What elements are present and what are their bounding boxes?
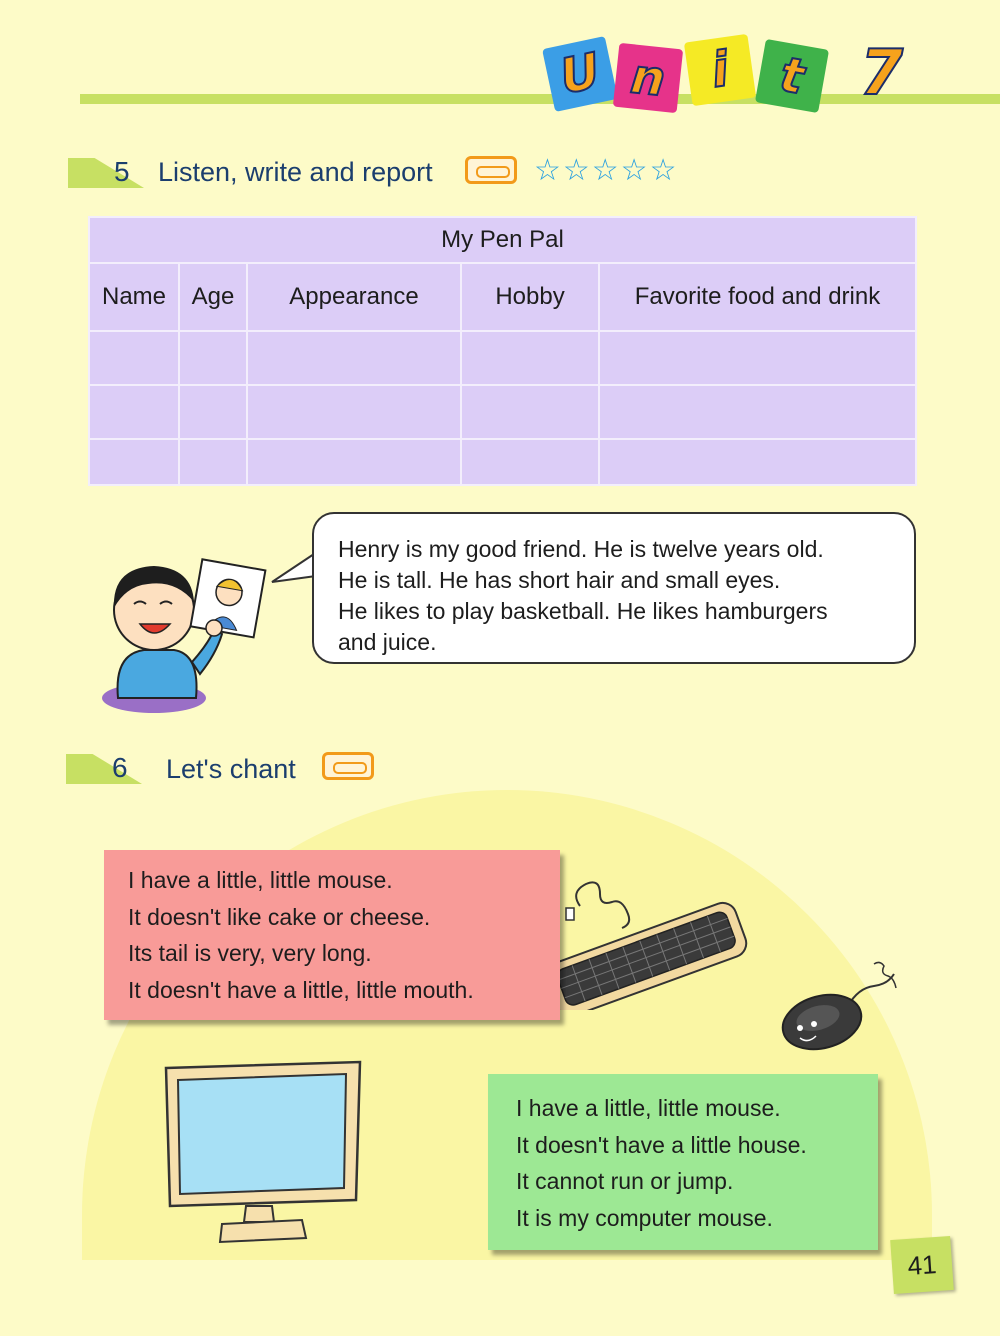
page-number: 41 bbox=[890, 1236, 954, 1294]
column-header-name: Name bbox=[90, 264, 178, 330]
speech-line: He likes to play basketball. He likes hamburgers bbox=[338, 598, 828, 624]
chant-line: It is my computer mouse. bbox=[516, 1204, 773, 1231]
speech-line: He is tall. He has short hair and small eyes. bbox=[338, 567, 781, 593]
chant-line: It doesn't like cake or cheese. bbox=[128, 903, 431, 930]
table-cell[interactable] bbox=[180, 386, 246, 438]
section-6-tab bbox=[66, 754, 142, 784]
computer-mouse-illustration bbox=[778, 958, 908, 1054]
table-cell[interactable] bbox=[600, 332, 915, 384]
unit-letter-u: U bbox=[542, 36, 618, 112]
speech-bubble-tail bbox=[270, 550, 318, 586]
table-cell[interactable] bbox=[90, 332, 178, 384]
difficulty-stars: ☆☆☆☆☆ bbox=[534, 154, 679, 187]
chant-line: It doesn't have a little house. bbox=[516, 1131, 807, 1158]
unit-letter-i: i bbox=[684, 34, 756, 106]
section-6-title: Let's chant bbox=[166, 754, 296, 784]
table-cell[interactable] bbox=[600, 386, 915, 438]
keyboard-illustration bbox=[540, 878, 750, 1010]
boy-holding-photo-illustration bbox=[96, 558, 272, 718]
table-row bbox=[90, 332, 915, 384]
section-6-number: 6 bbox=[112, 752, 128, 783]
table-cell[interactable] bbox=[600, 440, 915, 484]
section-5-title: Listen, write and report bbox=[158, 157, 433, 187]
cassette-icon[interactable] bbox=[322, 752, 374, 780]
unit-title bbox=[548, 34, 838, 118]
chant-line: I have a little, little mouse. bbox=[128, 867, 393, 893]
column-header-age: Age bbox=[180, 264, 246, 330]
pen-pal-table bbox=[88, 216, 917, 486]
table-cell[interactable] bbox=[248, 332, 460, 384]
table-cell[interactable] bbox=[248, 386, 460, 438]
unit-letter-n: n bbox=[613, 43, 683, 113]
cassette-icon[interactable] bbox=[465, 156, 517, 184]
table-cell[interactable] bbox=[462, 386, 598, 438]
table-cell[interactable] bbox=[180, 440, 246, 484]
table-row bbox=[90, 440, 915, 484]
column-header-favorite-food: Favorite food and drink bbox=[600, 264, 915, 330]
table-cell[interactable] bbox=[462, 440, 598, 484]
chant-line: It doesn't have a little, little mouth. bbox=[128, 976, 474, 1003]
speech-line: and juice. bbox=[338, 629, 437, 655]
unit-number: 7 bbox=[860, 36, 904, 109]
chant-line: It cannot run or jump. bbox=[516, 1168, 734, 1194]
table-cell[interactable] bbox=[462, 332, 598, 384]
table-row bbox=[90, 386, 915, 438]
column-header-appearance: Appearance bbox=[248, 264, 460, 330]
table-cell[interactable] bbox=[180, 332, 246, 384]
table-caption: My Pen Pal bbox=[90, 218, 915, 262]
chant-line: I have a little, little mouse. bbox=[516, 1095, 781, 1121]
speech-bubble bbox=[312, 512, 916, 664]
column-header-hobby: Hobby bbox=[462, 264, 598, 330]
table-cell[interactable] bbox=[90, 440, 178, 484]
table-cell[interactable] bbox=[90, 386, 178, 438]
unit-letter-t: t bbox=[755, 39, 829, 113]
section-5-number: 5 bbox=[114, 156, 130, 187]
chant-verse-1 bbox=[104, 850, 560, 1020]
chant-verse-2 bbox=[488, 1074, 878, 1250]
section-5-tab bbox=[68, 158, 144, 188]
chant-line: Its tail is very, very long. bbox=[128, 940, 372, 966]
speech-line: Henry is my good friend. He is twelve years old. bbox=[338, 536, 824, 562]
table-cell[interactable] bbox=[248, 440, 460, 484]
computer-monitor-illustration bbox=[160, 1060, 370, 1246]
